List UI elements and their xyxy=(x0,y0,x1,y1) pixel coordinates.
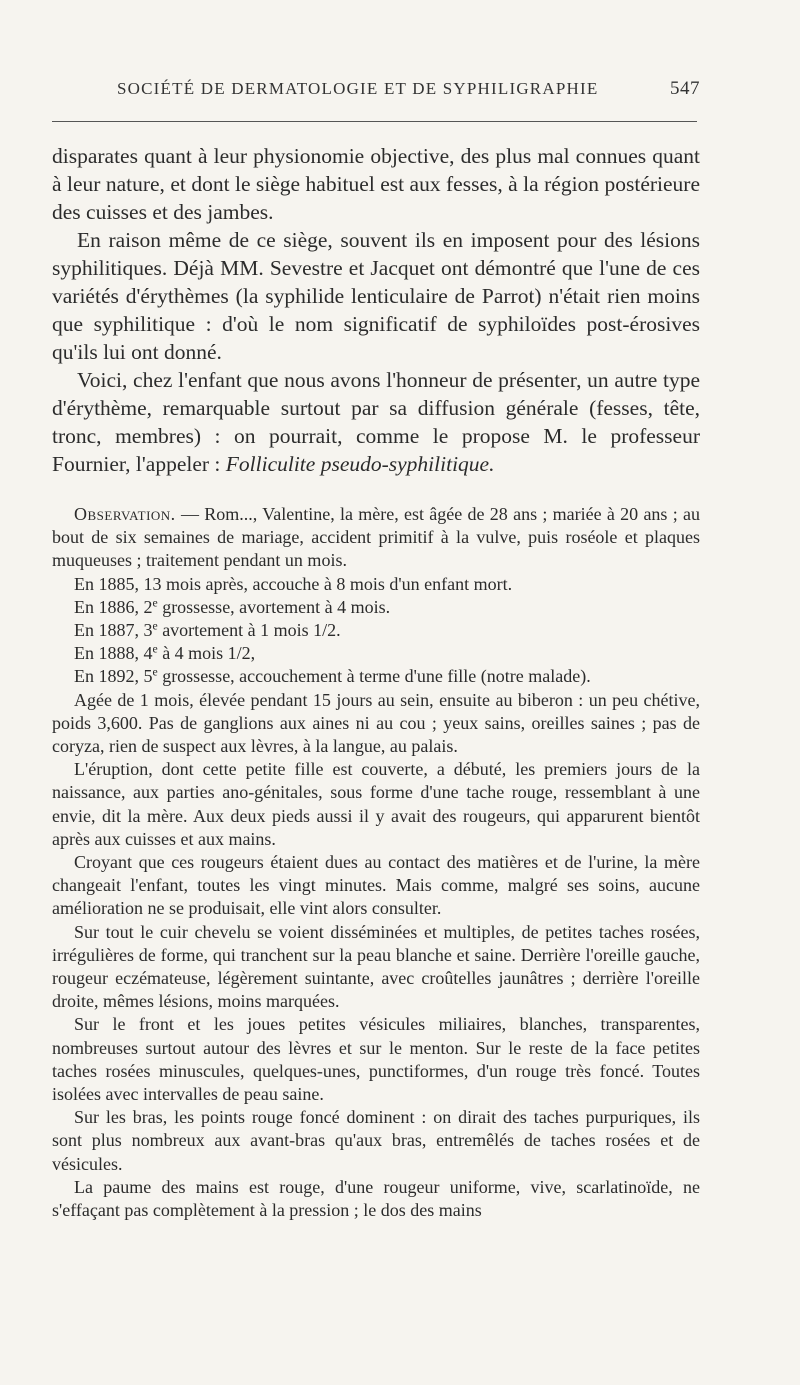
observation-intro-text: — Rom..., Valentine, la mère, est âgée de 28 ans ; mariée à 20 ans ; au bout de six semaines de mariage, accident primitif à la vulve, puis roséole et plaques muqueuses ; traitement pendant un mois. xyxy=(52,504,700,571)
history-text: En 1888, 4 xyxy=(74,643,153,664)
history-1885: En 1885, 13 mois après, accouche à 8 mois d'un enfant mort. xyxy=(74,573,513,594)
paragraph-paume: La paume des mains est rouge, d'une rougeur uniforme, vive, scarlatinoïde, ne s'effaçant pas complètement à la pression ; le dos des mains xyxy=(52,1176,700,1221)
paragraph-cuir-chevelu: Sur tout le cuir chevelu se voient disséminées et multiples, de petites taches rosées, irrégulières de forme, qui tranchent sur la peau blanche et saine. Derrière l'oreille gauche, rougeur eczémateuse, légèrement suintante, avec croûtelles jaunâtres ; derrière l'oreille droite, mêmes lésions, moins marquées. xyxy=(52,921,700,1012)
history-text: En 1886, 2 xyxy=(74,596,153,617)
history-text: grossesse, avortement à 4 mois. xyxy=(157,596,391,617)
header-rule xyxy=(52,121,697,122)
ordinal-suffix: e xyxy=(152,666,158,679)
disease-name: Folliculite pseudo-syphilitique. xyxy=(225,452,495,476)
paragraph-age: Agée de 1 mois, élevée pendant 15 jours au sein, ensuite au biberon : un peu chétive, poids 3,600. Pas de ganglions aux aines ni au cou ; yeux sains, oreilles saines ; pas de coryza, rien de suspect aux lèvres, à la langue, au palais. xyxy=(52,689,700,757)
history-1887 xyxy=(52,619,700,642)
paragraph-text: Voici, chez l'enfant que nous avons l'honneur de présenter, un autre type d'érythème, remarquable surtout par sa diffusion générale (fesses, tête, tronc, membres) : on pourrait, comme le propose M. le professeur Fournier, l'appeler : xyxy=(52,368,700,476)
history-text: En 1892, 5 xyxy=(74,666,153,687)
observation-section xyxy=(52,503,700,1222)
history-1888 xyxy=(52,642,700,665)
main-text xyxy=(52,142,700,478)
running-header xyxy=(117,78,700,100)
paragraph-bras: Sur les bras, les points rouge foncé dominent : on dirait des taches purpuriques, ils sont plus nombreux aux avant-bras qu'aux bras, entremêlés de taches rosées et de vésicules. xyxy=(52,1107,700,1174)
history-text: En 1887, 3 xyxy=(74,620,153,641)
paragraph: En raison même de ce siège, souvent ils en imposent pour des lésions syphilitiques. Déjà MM. Sevestre et Jacquet ont démontré que l'une de ces variétés d'érythèmes (la syphilide lenticulaire de Parrot) n'était rien moins que syphilitique : d'où le nom significatif de syphiloïdes post-érosives qu'ils lui ont donné. xyxy=(52,228,700,364)
observation-label: Observation. xyxy=(74,504,176,524)
history-1886 xyxy=(52,596,700,619)
paragraph-croyant: Croyant que ces rougeurs étaient dues au contact des matières et de l'urine, la mère changeait l'enfant, toutes les vingt minutes. Mais comme, malgré ses soins, aucune amélioration ne se produisait, elle vint alors consulter. xyxy=(52,852,700,919)
history-text: grossesse, accouchement à terme d'une fille (notre malade). xyxy=(157,666,591,687)
history-text: avortement à 1 mois 1/2. xyxy=(157,620,341,641)
page-body xyxy=(52,142,700,1222)
paragraph xyxy=(52,366,700,478)
running-title: SOCIÉTÉ DE DERMATOLOGIE ET DE SYPHILIGRAPHIE xyxy=(117,79,599,98)
paragraph: disparates quant à leur physionomie objective, des plus mal connues quant à leur nature, et dont le siège habituel est aux fesses, à la région postérieure des cuisses et des jambes. xyxy=(52,144,700,224)
ordinal-suffix: e xyxy=(152,619,158,633)
history-text: à 4 mois 1/2, xyxy=(157,643,256,664)
observation-intro xyxy=(52,503,700,573)
ordinal-suffix: e xyxy=(152,596,158,610)
paragraph-front: Sur le front et les joues petites vésicules miliaires, blanches, transparentes, nombreuses surtout autour des lèvres et sur le menton. Sur le reste de la face petites taches rosées minuscules, quelques-unes, punctiformes, d'un rouge très foncé. Toutes isolées avec intervalles de peau saine. xyxy=(52,1014,700,1105)
page-number: 547 xyxy=(670,78,700,99)
ordinal-suffix: e xyxy=(152,642,158,656)
history-1892 xyxy=(52,665,700,688)
paragraph-eruption: L'éruption, dont cette petite fille est couverte, a débuté, les premiers jours de la naissance, aux parties ano-génitales, sous forme d'une tache rouge, ressemblant à une envie, dit la mère. Aux deux pieds aussi il y avait des rougeurs, qui apparurent bientôt après aux cuisses et aux mains. xyxy=(52,759,700,849)
